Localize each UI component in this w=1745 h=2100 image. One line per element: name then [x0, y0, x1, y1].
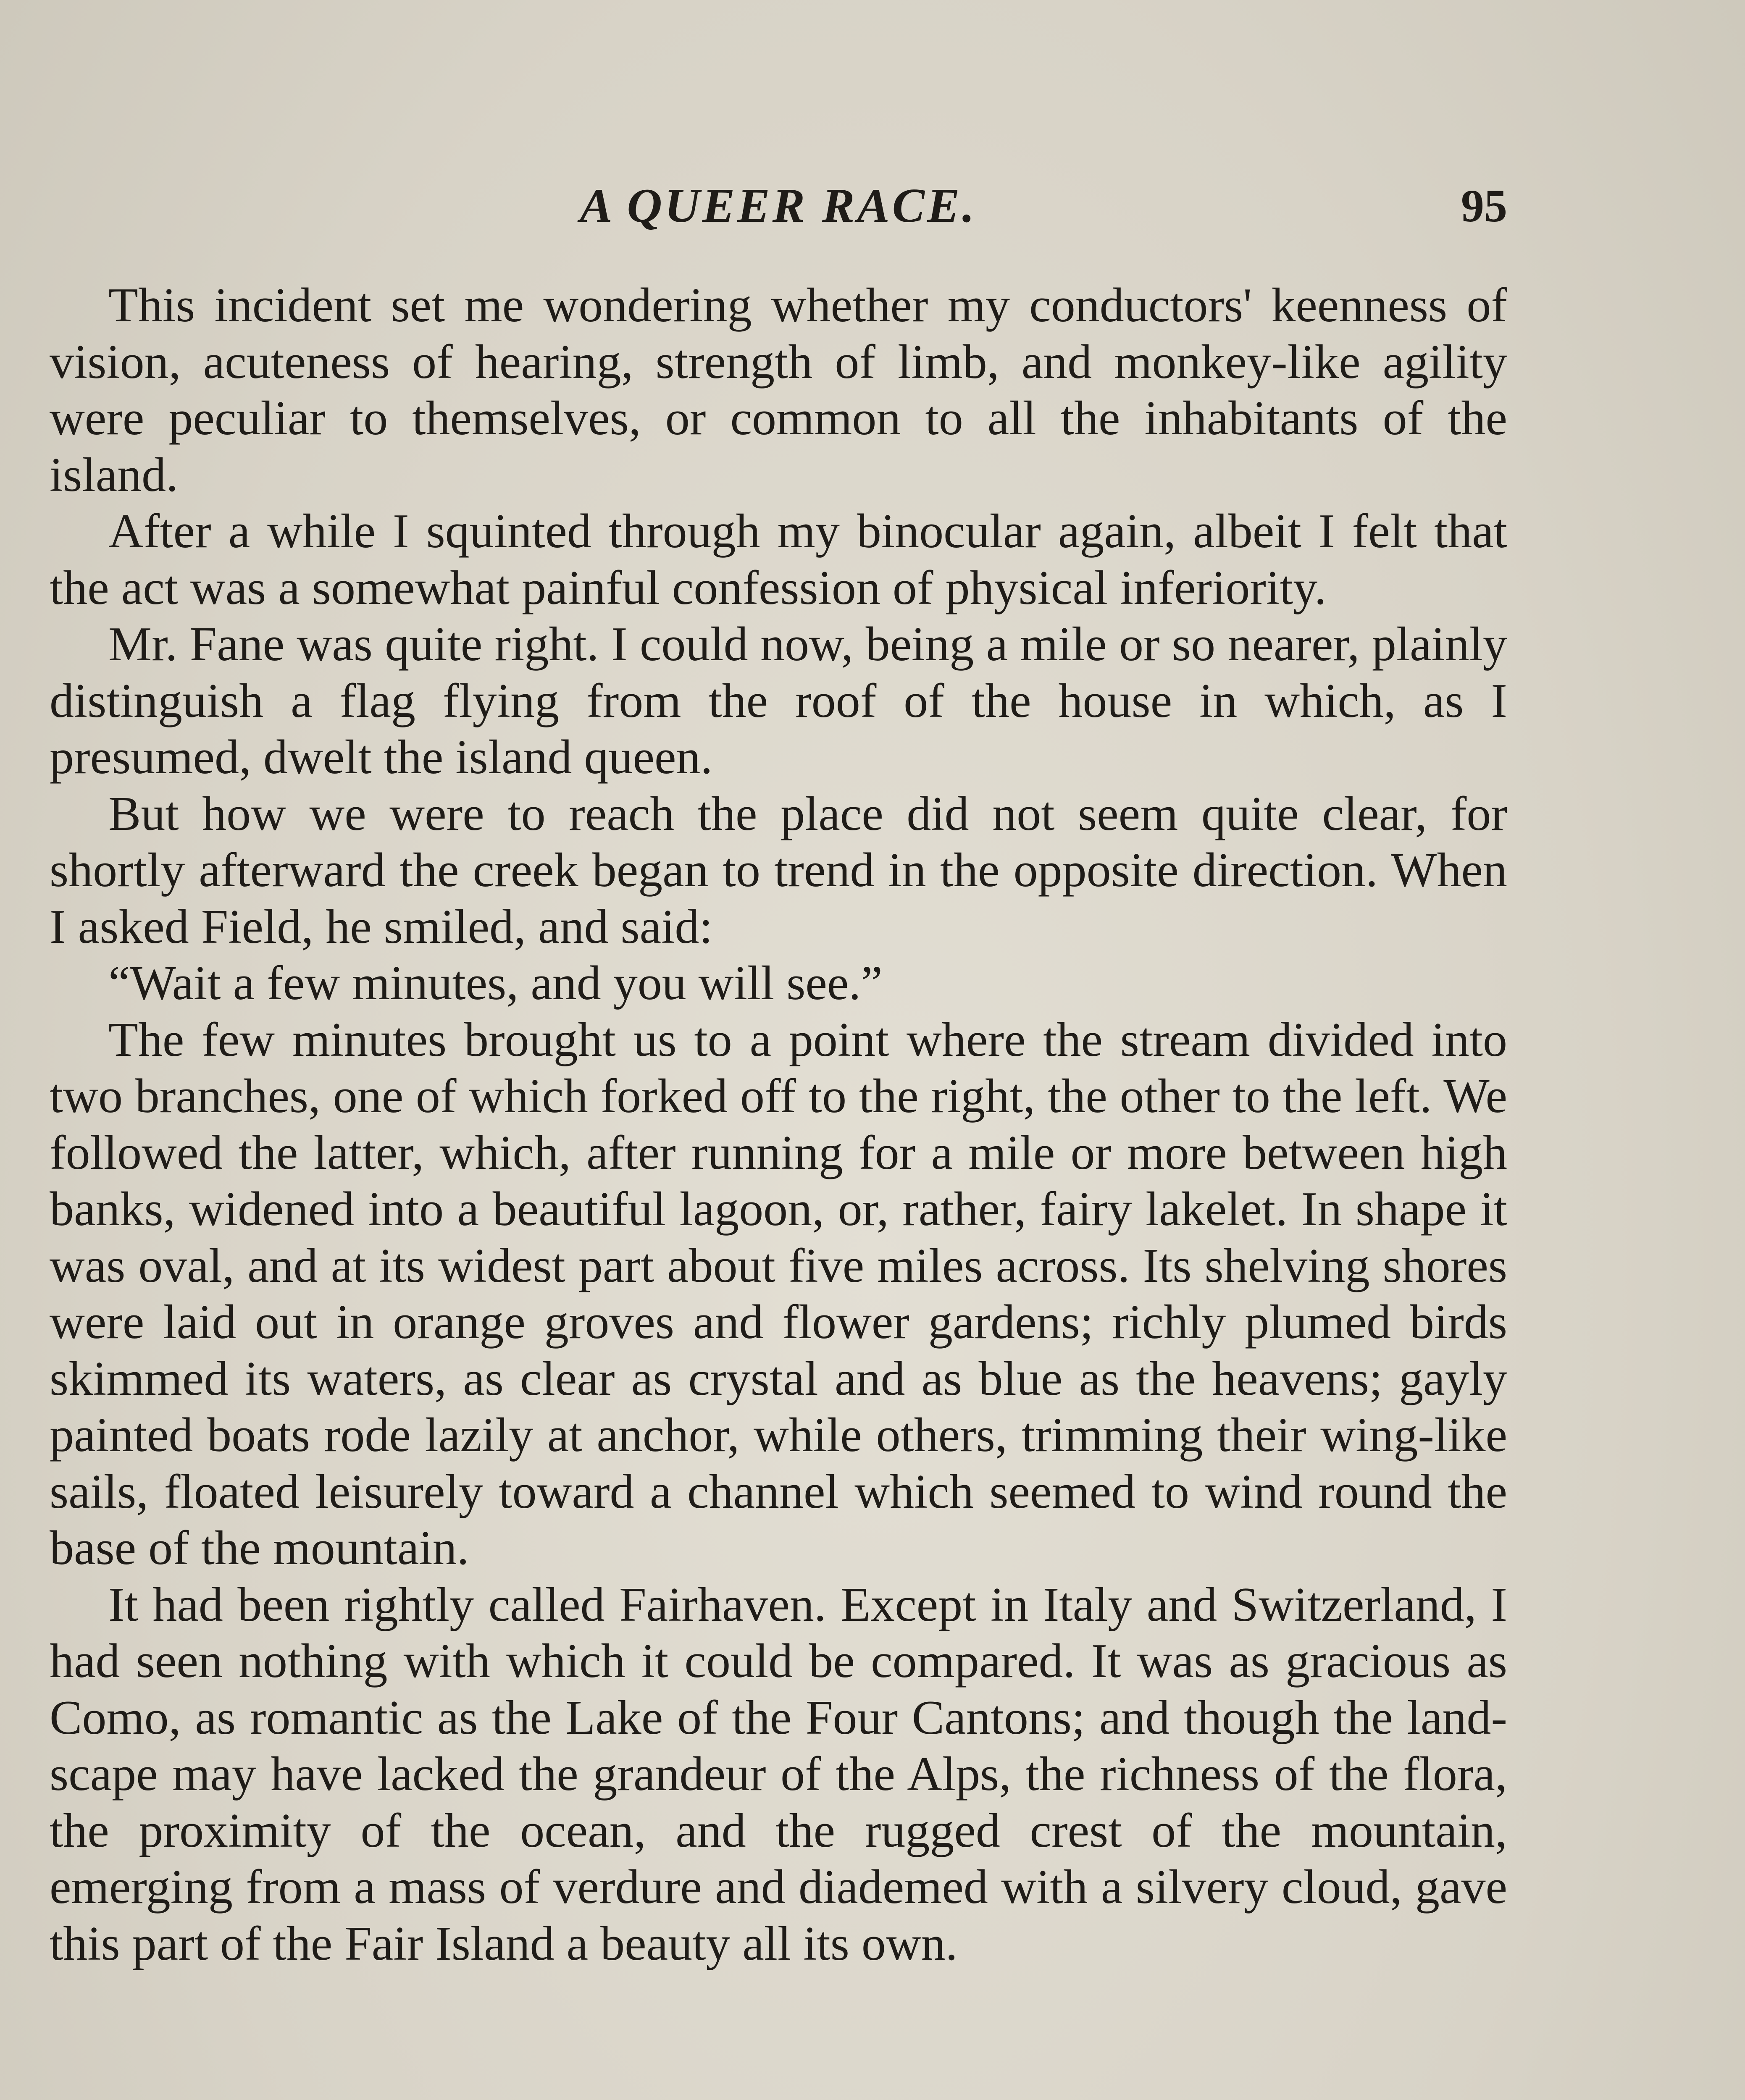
paragraph: It had been rightly called Fairhaven. Except in Italy and Switzerland, I had seen nothing with which it could be compared. It was as gracious as Como, as romantic as the Lake of the Four Cantons; and though the landscape may have lacked the grandeur of the Alps, the richness of the flora, the proximity of the ocean, and the rugged crest of the mountain, emerging from a mass of verdure and diademed with a silvery cloud, gave this part of the Fair Island a beauty all its own.	[50, 1578, 1507, 1971]
page-header	[50, 172, 1507, 239]
paragraph: This incident set me wondering whether my conductors' keenness of vision, acuteness of hearing, strength of limb, and monkey-like agility were peculiar to themselves, or common to all the inhabitants of the island.	[50, 278, 1507, 502]
paragraph: But how we were to reach the place did not seem quite clear, for shortly afterward the creek began to trend in the opposite direction. When I asked Field, he smiled, and said:	[50, 787, 1507, 954]
paragraph: After a while I squinted through my binocular again, albeit I felt that the act was a somewhat painful confession of physical inferiority.	[50, 504, 1507, 615]
page-number: 95	[1461, 180, 1507, 231]
paragraph: Mr. Fane was quite right. I could now, being a mile or so nearer, plainly distinguish a flag flying from the roof of the house in which, as I presumed, dwelt the island queen.	[50, 617, 1507, 784]
running-title: A QUEER RACE.	[580, 179, 977, 233]
paragraph: “Wait a few minutes, and you will see.”	[108, 956, 883, 1010]
paragraph: The few minutes brought us to a point where the stream divided into two branches, one of which forked off to the right, the other to the left. We followed the latter, which, after running for a mile or more between high banks, widened into a beautiful lagoon, or, rather, fairy lakelet. In shape it was oval, and at its widest part about five miles across. Its shelving shores were laid out in orange groves and flower gardens; richly plumed birds skimmed its waters, as clear as crystal and as blue as the heavens; gayly painted boats rode lazily at anchor, while others, trimming their wing-like sails, floated leisurely toward a channel which seemed to wind round the base of the mountain.	[50, 1013, 1507, 1575]
body-text	[50, 277, 1507, 1972]
